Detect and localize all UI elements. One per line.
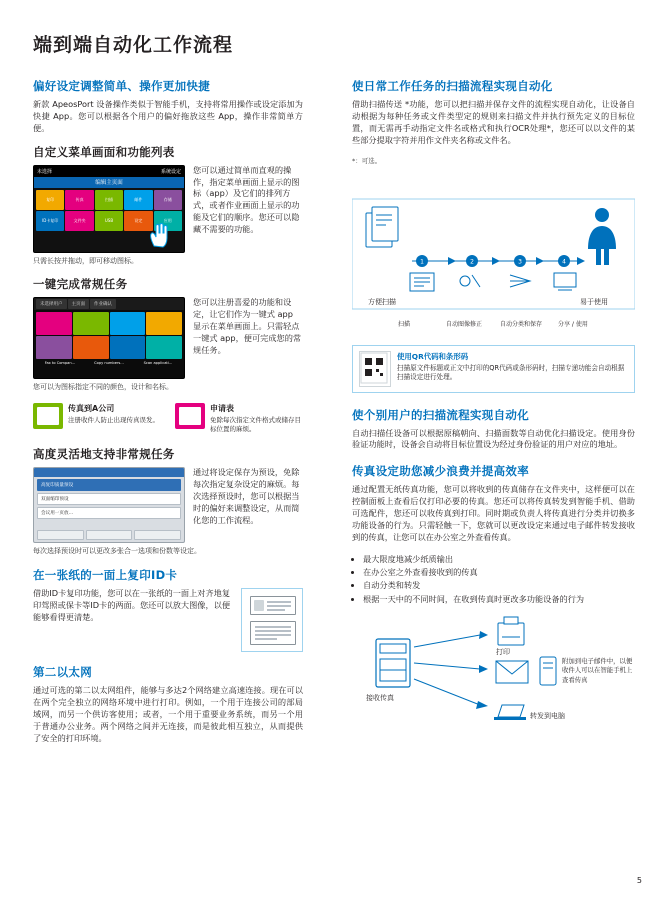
section-body-ethernet: 通过可选的第二以太网组件，能够与多达2个网络建立高速连接。现在可以在两个完全独立的网络环境中进行打印。例如，一个用于连接公司的部局域网，而另一个供访客使用；或者，一个用于重要业务系统，而另一个用于普通办公业务。两个网络之间并无连接，而是彼此相互独立，从而提供了安全的打印环境。 xyxy=(33,685,303,743)
panel-tile: 存储 xyxy=(154,190,182,210)
idcard-body: 借助ID卡复印功能，您可以在一张纸的一面上对齐地复印驾照或保卡等ID卡的两面。您还可以放大图像，以便能够看得更清楚。 xyxy=(33,588,231,623)
panel-tile: 邮件 xyxy=(124,190,152,210)
example-card-fax xyxy=(33,403,161,434)
panel-tile: ID卡复印 xyxy=(36,211,64,231)
panel-button xyxy=(37,530,84,540)
presets-caption: 每次选择预设时可以更改多张合一选项和份数等设定。 xyxy=(33,547,201,556)
flow-step-label: 扫描 xyxy=(398,320,411,328)
section-heading-preferences: 偏好设定调整简单、操作更加快捷 xyxy=(33,79,210,93)
flow-step-label: 分享 / 使用 xyxy=(558,320,588,328)
fax-icon xyxy=(33,403,63,429)
section-heading-personal-scan: 使个别用户的扫描流程实现自动化 xyxy=(352,407,529,422)
list-item: • 根据一天中的不同时间，在收到传真时更改多功能设备的行为 xyxy=(363,593,635,605)
section-body-preferences: 新款 ApeosPort 设备操作类似于智能手机，支持将常用操作或设定添加为快捷 App。您可以根据各个用户的偏好拖放这些 App，操作非常简单方便。 xyxy=(33,99,303,133)
svg-text:4: 4 xyxy=(562,258,566,266)
footnote: *：可选。 xyxy=(352,156,382,165)
idcard-illustration xyxy=(241,588,303,652)
one-touch-tile xyxy=(146,312,182,335)
device-panel-menu xyxy=(33,165,185,253)
one-touch-tile xyxy=(36,336,72,359)
fax-print-label: 打印 xyxy=(496,647,510,656)
one-touch-tile xyxy=(110,312,146,335)
flow-step-label: 自动分类和保存 xyxy=(500,320,543,328)
custom-menu-row xyxy=(33,165,303,253)
page-title: 端到端自动化工作流程 xyxy=(33,34,234,56)
panel-tile: 传真 xyxy=(65,190,93,210)
panel-buttons xyxy=(37,530,181,540)
section-heading-one-touch: 一键完成常规任务 xyxy=(33,277,128,292)
custom-menu-caption: 只需长按并拖动，即可移动图标。 xyxy=(33,256,138,265)
scan-flow-diagram xyxy=(352,171,635,328)
one-touch-label: Scan applicati… xyxy=(143,361,173,366)
presets-body: 通过将设定保存为预设，免除每次指定复杂设定的麻烦。每次选择预设时，您可以根据当时的偏好来调整设定，从而简化您的工作流程。 xyxy=(193,467,300,526)
panel-tile: 复印 xyxy=(36,190,64,210)
qr-code-icon xyxy=(359,351,391,387)
hand-cursor-icon xyxy=(148,222,170,248)
panel-tabs xyxy=(34,298,184,310)
form-icon xyxy=(175,403,205,429)
panel-tile: 应用 xyxy=(154,211,182,231)
panel-edit-bar: 编辑主页面 xyxy=(34,177,184,188)
panel-status-left: 未选择 xyxy=(37,168,53,175)
panel-tab: 未选择用户 xyxy=(36,299,67,309)
section-heading-ethernet: 第二以太网 xyxy=(33,665,92,680)
qr-callout-title: 使用QR代码和条形码 xyxy=(397,351,469,361)
one-touch-tile xyxy=(36,312,72,335)
panel-tile: USB xyxy=(95,211,123,231)
section-heading-fax: 传真设定助您减少浪费并提高效率 xyxy=(352,464,529,479)
one-touch-tile xyxy=(73,336,109,359)
left-column xyxy=(33,78,303,754)
fax-forward-label: 转发到电脑 xyxy=(530,711,565,720)
list-item: • 最大限度地减少纸质输出 xyxy=(363,553,635,565)
right-column xyxy=(352,78,635,731)
one-touch-label: Fax to Compan… xyxy=(44,361,76,366)
section-body-scan-auto: 借助扫描传送 *功能，您可以把扫描并保存文件的流程实现自动化，让设备自动根据为每种任务或文件类型定的规则来扫描文件并执行预先定义的目标位置，而无需再手动指定文件名或格式和执行OCR处理*，您还可以以文件的某些部分提取字符并用作文件夹名称或文件名。 xyxy=(352,99,635,145)
panel-tile: 文件夹 xyxy=(65,211,93,231)
panel-statusbar xyxy=(34,166,184,177)
panel-tile: 扫描 xyxy=(95,190,123,210)
section-heading-idcard: 在一张纸的一面上复印ID卡 xyxy=(33,568,178,583)
preset-row: 会议用一页放… xyxy=(37,507,181,519)
panel-button xyxy=(86,530,133,540)
example-card-title: 申请表 xyxy=(210,404,234,414)
section-body-personal-scan: 自动扫描任设备可以根据原稿朝向、扫描面数等自动优化扫描设定。使用身份验证功能时，设备会自动将目标位置设为经过身份验证的用户对应的地址。 xyxy=(352,427,635,450)
example-card-desc: 免除每次指定文件格式或储存目标位置的麻烦。 xyxy=(210,416,301,434)
preset-row: 高复印质量预设 xyxy=(37,479,181,491)
section-body-fax: 通过配置无纸传真功能，您可以将收到的传真储存在文件夹中，这样便可以在控制面板上查看后仅打印必要的传真。您还可以将传真转发到智能手机、借助可选配件，您还可以收传真到打印。同时期或负责人将传真进行分类并切换多功能设备的行为。只需轻触一下，您就可以更改设定来通过电子邮件转发接收到的传真，让您可以在办公室之外查看传真。 xyxy=(352,484,635,542)
presets-row xyxy=(33,467,303,543)
panel-screenshot-menu xyxy=(33,165,185,253)
list-item: • 自动分类和转发 xyxy=(363,579,635,591)
one-touch-body: 您可以注册喜爱的功能和设定，让它们作为一键式 app 显示在菜单画面上。只需轻点一键式 app，便可完成您的常规任务。 xyxy=(193,297,302,356)
panel-header xyxy=(34,468,184,477)
list-item: • 在办公室之外查看接收到的传真 xyxy=(363,566,635,578)
section-heading-presets: 高度灵活地支持非常规任务 xyxy=(33,447,175,462)
one-touch-caption: 您可以为图标指定不同的颜色，设计和名标。 xyxy=(33,383,173,392)
preset-row: 双面缩印预设 xyxy=(37,493,181,505)
panel-status-right: 系统设定 xyxy=(160,168,181,175)
device-panel-presets xyxy=(33,467,185,543)
idcard-row xyxy=(33,588,303,652)
panel-button xyxy=(134,530,181,540)
section-heading-custom-menu: 自定义菜单画面和功能列表 xyxy=(33,144,175,159)
one-touch-tile xyxy=(73,312,109,335)
fax-flow-diagram xyxy=(352,613,635,731)
flow-right-label: 易于使用 xyxy=(580,297,608,306)
qr-callout xyxy=(352,345,635,393)
qr-callout-body: 扫描原文件标题或正文中打印的QR代码或条形码时，扫描专递功能会自动根据扫描设定进行处理。 xyxy=(397,363,625,382)
panel-tab: 主页面 xyxy=(68,299,90,309)
one-touch-row xyxy=(33,297,303,379)
one-touch-label: Copy numbers… xyxy=(94,361,124,366)
one-touch-examples xyxy=(33,403,303,434)
example-card-form xyxy=(175,403,303,434)
one-touch-labels xyxy=(34,361,184,365)
fax-benefit-list xyxy=(352,553,635,605)
custom-menu-body: 您可以通过简单而直观的操作，指定菜单画面上显示的图标（app）及它们的排列方式，或者作业画面上显示的功能及它们的顺序。您还可以隐藏不需要的功能。 xyxy=(193,164,300,235)
panel-one-touch-grid xyxy=(34,310,184,361)
fax-mail-note: 附加到电子邮件中，以便收件人可以在智能手机上查看传真 xyxy=(562,656,633,684)
section-heading-scan-auto: 使日常工作任务的扫描流程实现自动化 xyxy=(352,79,553,93)
example-card-title: 传真到A公司 xyxy=(68,404,115,414)
svg-text:3: 3 xyxy=(518,258,522,266)
panel-tab: 作业确认 xyxy=(90,299,116,309)
panel-screenshot-presets xyxy=(33,467,185,543)
flow-step-label: 自动图像修正 xyxy=(446,320,483,328)
fax-in-label: 接收传真 xyxy=(366,693,394,702)
svg-text:2: 2 xyxy=(470,258,474,266)
flow-left-label: 方便扫描 xyxy=(368,297,396,306)
example-card-desc: 注册收件人防止出现传真误发。 xyxy=(68,416,159,425)
svg-text:1: 1 xyxy=(420,258,424,266)
device-panel-one-touch xyxy=(33,297,185,379)
one-touch-tile xyxy=(110,336,146,359)
page-number: 5 xyxy=(636,876,642,885)
panel-screenshot-one-touch xyxy=(33,297,185,379)
panel-tile: 设定 xyxy=(124,211,152,231)
one-touch-tile xyxy=(146,336,182,359)
